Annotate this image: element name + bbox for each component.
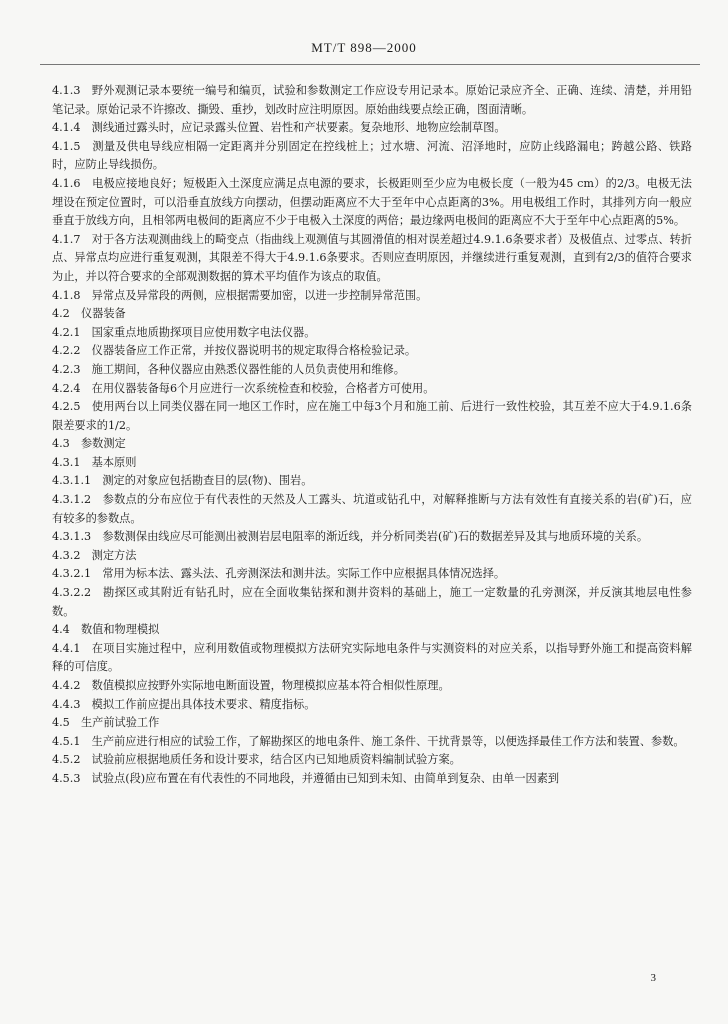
paragraph: 4.5.2 试验前应根据地质任务和设计要求，结合区内已知地质资料编制试验方案。 xyxy=(52,753,461,767)
paragraph: 4.4.3 模拟工作前应提出具体技术要求、精度指标。 xyxy=(52,697,316,711)
paragraph: 4.3.1.2 参数点的分布应位于有代表性的天然及人工露头、坑道或钻孔中，对解释推断与方法有效性有直接关系的岩(矿)石，应有较多的参数点。 xyxy=(52,493,692,525)
paragraph: 4.1.7 对于各方法观测曲线上的畸变点（指曲线上观测值与其圆滑值的相对误差超过4.9.1.6条要求者）及极值点、过零点、转折点、异常点均应进行重复观测，其限差不得大于4.9.1.6条要求。否则应查明原因，并继续进行重复观测，直到有2/3的值符合要求为止，并以符合要求的全部观测数据的算术平均值作为该点的取值。 xyxy=(52,232,692,283)
paragraph: 4.2.5 使用两台以上同类仪器在同一地区工作时，应在施工中每3个月和施工前、后进行一致性校验，其互差不应大于4.9.1.6条限差要求的1/2。 xyxy=(52,400,692,432)
paragraph: 4.5 生产前试验工作 xyxy=(52,716,160,730)
paragraph: 4.3.1.3 参数测保由线应尽可能测出被测岩层电阻率的渐近线，并分析同类岩(矿)石的数据差异及其与地质环境的关系。 xyxy=(52,530,649,544)
paragraph: 4.3.2.2 勘探区或其附近有钻孔时，应在全面收集钻探和测井资料的基础上，施工一定数量的孔旁测深，并反演其地层电性参数。 xyxy=(52,586,692,618)
paragraph: 4.2.4 在用仪器装备每6个月应进行一次系统检查和校验，合格者方可使用。 xyxy=(52,381,435,395)
paragraph: 4.1.6 电极应接地良好；短极距入土深度应满足点电源的要求，长极距则至少应为电极长度（一般为45 cm）的2/3。电极无法埋设在预定位置时，可以沿垂直放线方向摆动，但摆动距离应不大于至年中心点距离的3%。用电极组工作时，其排列方向一般应垂直于放线方向，且相邻两电极间的距离应不少于电极入土深度的两倍；最边缘两电极间的距离应不大于至年中心点距离的5%。 xyxy=(52,176,692,228)
paragraph: 4.3.1 基本原则 xyxy=(52,455,137,469)
paragraph: 4.5.1 生产前应进行相应的试验工作，了解勘探区的地电条件、施工条件、干扰背景等，以便选择最佳工作方法和装置、参数。 xyxy=(52,734,685,748)
paragraph: 4.1.3 野外观测记录本要统一编号和编页，试验和参数测定工作应设专用记录本。原始记录应齐全、正确、连续、清楚，并用铅笔记录。原始记录不许擦改、撕毁、重抄，划改时应注明原因。原始曲线要点绘正确，图面清晰。 xyxy=(52,84,692,116)
paragraph: 4.4.1 在项目实施过程中，应利用数值或物理模拟方法研究实际地电条件与实测资料的对应关系，以指导野外施工和提高资料解释的可信度。 xyxy=(52,641,692,674)
paragraph: 4.3.1.1 测定的对象应包括勘查目的层(物)、围岩。 xyxy=(52,474,313,488)
page-number: 3 xyxy=(650,972,656,984)
paragraph: 4.3.2.1 常用为标本法、露头法、孔旁测深法和测井法。实际工作中应根据具体情况选择。 xyxy=(52,567,506,581)
paragraph: 4.4 数值和物理模拟 xyxy=(52,623,160,637)
document-body xyxy=(52,82,692,789)
header-rule xyxy=(40,64,700,65)
paragraph: 4.2.2 仪器装备应工作正常，并按仪器说明书的规定取得合格检验记录。 xyxy=(52,344,417,358)
paragraph: 4.2.1 国家重点地质勘探项目应使用数字电法仪器。 xyxy=(52,325,316,339)
paragraph: 4.4.2 数值模拟应按野外实际地电断面设置，物理模拟应基本符合相似性原理。 xyxy=(52,679,450,692)
paragraph: 4.1.8 异常点及异常段的两侧，应根据需要加密，以进一步控制异常范围。 xyxy=(52,288,428,302)
paragraph: 4.1.5 测量及供电导线应相隔一定距离并分别固定在控线桩上；过水塘、河流、沼泽地时，应防止线路漏电；跨越公路、铁路时，应防止导线损伤。 xyxy=(52,139,692,172)
standard-code-header: MT/T 898—2000 xyxy=(311,40,417,55)
paragraph: 4.3.2 测定方法 xyxy=(52,548,137,562)
paragraph: 4.3 参数测定 xyxy=(52,437,126,451)
paragraph: 4.1.4 测线通过露头时，应记录露头位置、岩性和产状要素。复杂地形、地物应绘制草图。 xyxy=(52,121,506,135)
paragraph: 4.5.3 试验点(段)应布置在有代表性的不同地段，并遵循由已知到未知、由简单到复杂、由单一因素到 xyxy=(52,771,560,785)
paragraph: 4.2.3 施工期间，各种仪器应由熟悉仪器性能的人员负责使用和维修。 xyxy=(52,362,405,376)
paragraph: 4.2 仪器装备 xyxy=(52,307,126,321)
